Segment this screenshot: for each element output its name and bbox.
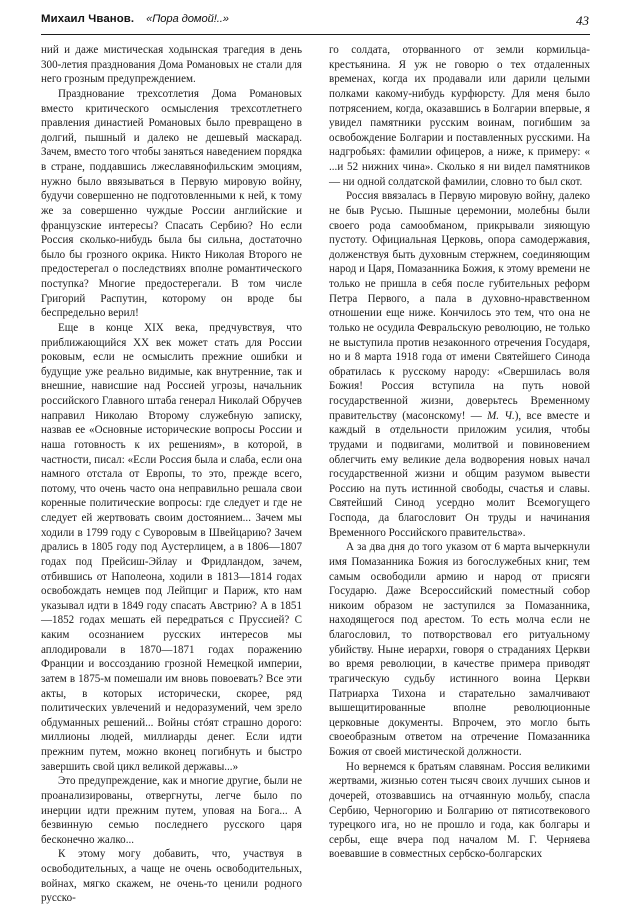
column-right [329,43,590,861]
author-initials-italic: М. Ч. [487,409,515,422]
paragraph-text-part-2: ), все вместе и каждый в отдельности приложим усилия, чтобы трудами и подвигами, молитвой и повиновением облегчить ему великие дела водворения новых начал государственной жизни и общим разумом вывести Россию на путь истинной свободы, счастья и славы. Святейший Синод усердно молит Всемогущего Господа, да благословит Он труды и начинания Временного Российского правительства». [329,409,590,539]
paragraph: Но вернемся к братьям славянам. Россия великими жертвами, жизнью сотен тысяч своих лучших сынов и дочерей, отозвавшись на отчаянную мольбу, спасла Сербию, Черногорию и Болгарию от пятисотвекового турецкого ига, но не прошло и года, как болгары и сербы, еще вчера под началом М. Г. Черняева воевавшие в совместных сербско-болгарских [329,760,590,861]
running-head-author: Михаил Чванов. [41,13,135,25]
running-head-title: «Пора домой!..» [146,13,229,25]
running-head [41,13,590,35]
paragraph: Еще в конце XIX века, предчувствуя, что приближающийся XX век может стать для России роковым, если не осмыслить прежние ошибки и будущие уже реально видимые, как внутренние, так и внешние, нависшие над Россией угрозы, начальник российского Главного штаба генерал Николай Обручев направил Николаю Второму служебную записку, назвав ее «Основные исторические вопросы России и наша готовность к их решениям», в которой, в частности, писал: «Если Россия была и слаба, если она намного отстала от Европы, то это, прежде всего, потому, что очень часто она неправильно решала свои коренные политические вопросы: где следует и где не следует ей жертвовать своим достоянием... Зачем мы ходили в 1799 году с Суворовым в Швейцарию? Зачем дрались в 1805 году под Аустерлицем, а в 1806—1807 годах под Прейсиш-Эйлау и Фридландом, зачем, отбившись от Наполеона, ходили в 1813—1814 годах освобождать немцев под Лейпциг и Париж, кто нам указывал идти в 1849 году спасать Австрию? А в 1851—1852 годах мешать ей передраться с Пруссией? С каким осознанием русских интересов мы аплодировали в 1870—1871 годах поражению Франции и воссозданию грозной Немецкой империи, затем в 1875-м помешали им вновь повоевать? Все эти акты, в которых исторически, скорее, ряд политических увлечений и недоразумений, чем зрело обдуманных решений... Войны стóят страшно дорого: миллионы людей, миллиарды денег. Если идти прежним путем, можно вконец погибнуть и быстро завершить свой цикл великой державы...» [41,321,302,773]
paragraph: Празднование трехсотлетия Дома Романовых вместо критического осмысления трехсотлетнего правления династией Романовых было превращено в долгий, пышный и далеко не дешевый маскарад. Зачем, вместо того чтобы заняться наведением порядка в стране, поддавшись лжеславянофильским эмоциям, нужно было ввязываться в Первую мировую войну, будучи совершенно не подготовленными к ней, к тому же за совершенно чуждые России английские и французские интересы? Спасать Сербию? Но если Россия сколько-нибудь была бы сильна, достаточно было бы грозного окрика. Никто Николая Второго не предостерегал о последствиях вполне романтического поступка? Многие предостерегали. В том числе Григорий Распутин, которому он вроде бы беспредельно верил! [41,87,302,320]
column-left [41,43,302,905]
paragraph: К этому могу добавить, что, участвуя в освободительных, а чаще не очень освободительных, войнах, мягко скажем, не очень-то ценили родного русско- [41,848,302,905]
body-columns [41,43,590,905]
paragraph: го солдата, оторванного от земли кормильца-крестьянина. Я уж не говорю о тех отдаленных временах, когда их продавали или дарили целыми полками какому-нибудь курфюрсту. Для меня было потрясением, когда, оказавшись в Болгарии впервые, я увидел памятники русским воинам, погибшим за освобождение Болгарии и поставленных русскими. На надгробьях: фамилии офицеров, а ниже, к примеру: « ...и 52 нижних чина». Сколько я ни видел памятников — ни одной солдатской фамилии, словно то был скот. [329,44,590,188]
paragraph-with-italic [329,189,590,540]
paragraph: ний и даже мистическая ходынская трагедия в день 300-летия празднования Дома Романовых не стали для него грозным предупреждением. [41,44,302,86]
paragraph: А за два дня до того указом от 6 марта вычеркнули имя Помазанника Божия из богослужебных книг, тем самым освободили армию и народ от присяги Государю. Даже Всероссийский поместный собор никоим образом не заступился за Помазанника, находящегося под арестом. То есть молча если не благословил, то потворствовал его ритуальному убийству. Ныне иерархи, говоря о страданиях Церкви во время революции, в качестве примера приводят трагическую судьбу истинного воина Церкви Патриарха Тихона и старательно замалчивают вышещитированные вполне революционные церковные документы. Впрочем, это могло быть своеобразным ответом на отречение Помазанника Божия от своей мистической должности. [329,541,590,758]
page-number: 43 [576,13,589,28]
paragraph: Это предупреждение, как и многие другие, были не проанализированы, отвергнуты, легче было по инерции идти прежним путем, уповая на Бога... А безвинную семью последнего русского царя бесконечно жалко... [41,775,302,846]
paragraph-text-part-1: Россия ввязалась в Первую мировую войну, далеко не быв Русью. Пышные церемонии, молебны были своего рода самообманом, прикрывали зияющую пустоту. Официальная Церковь, опора самодержавия, долженствуя быть духовным стержнем, соединяющим народ и Царя, Помазанника Божия, к этому времени не только не пришла в себя после губительных реформ Петра Первого, а пала в духовно-нравственном отношении еще ниже. Кончилось это тем, что она не только не осудила Февральскую революцию, не только не выступила против незаконного отречения Государя, но и 8 марта 1918 года от имени Святейшего Синода обратилась к русскому народу: «Свершилась воля Божия! Россия вступила на путь новой государственной жизни, доверьтесь Временному правительству (масонскому! — [329,190,590,422]
running-head-left [41,13,229,25]
